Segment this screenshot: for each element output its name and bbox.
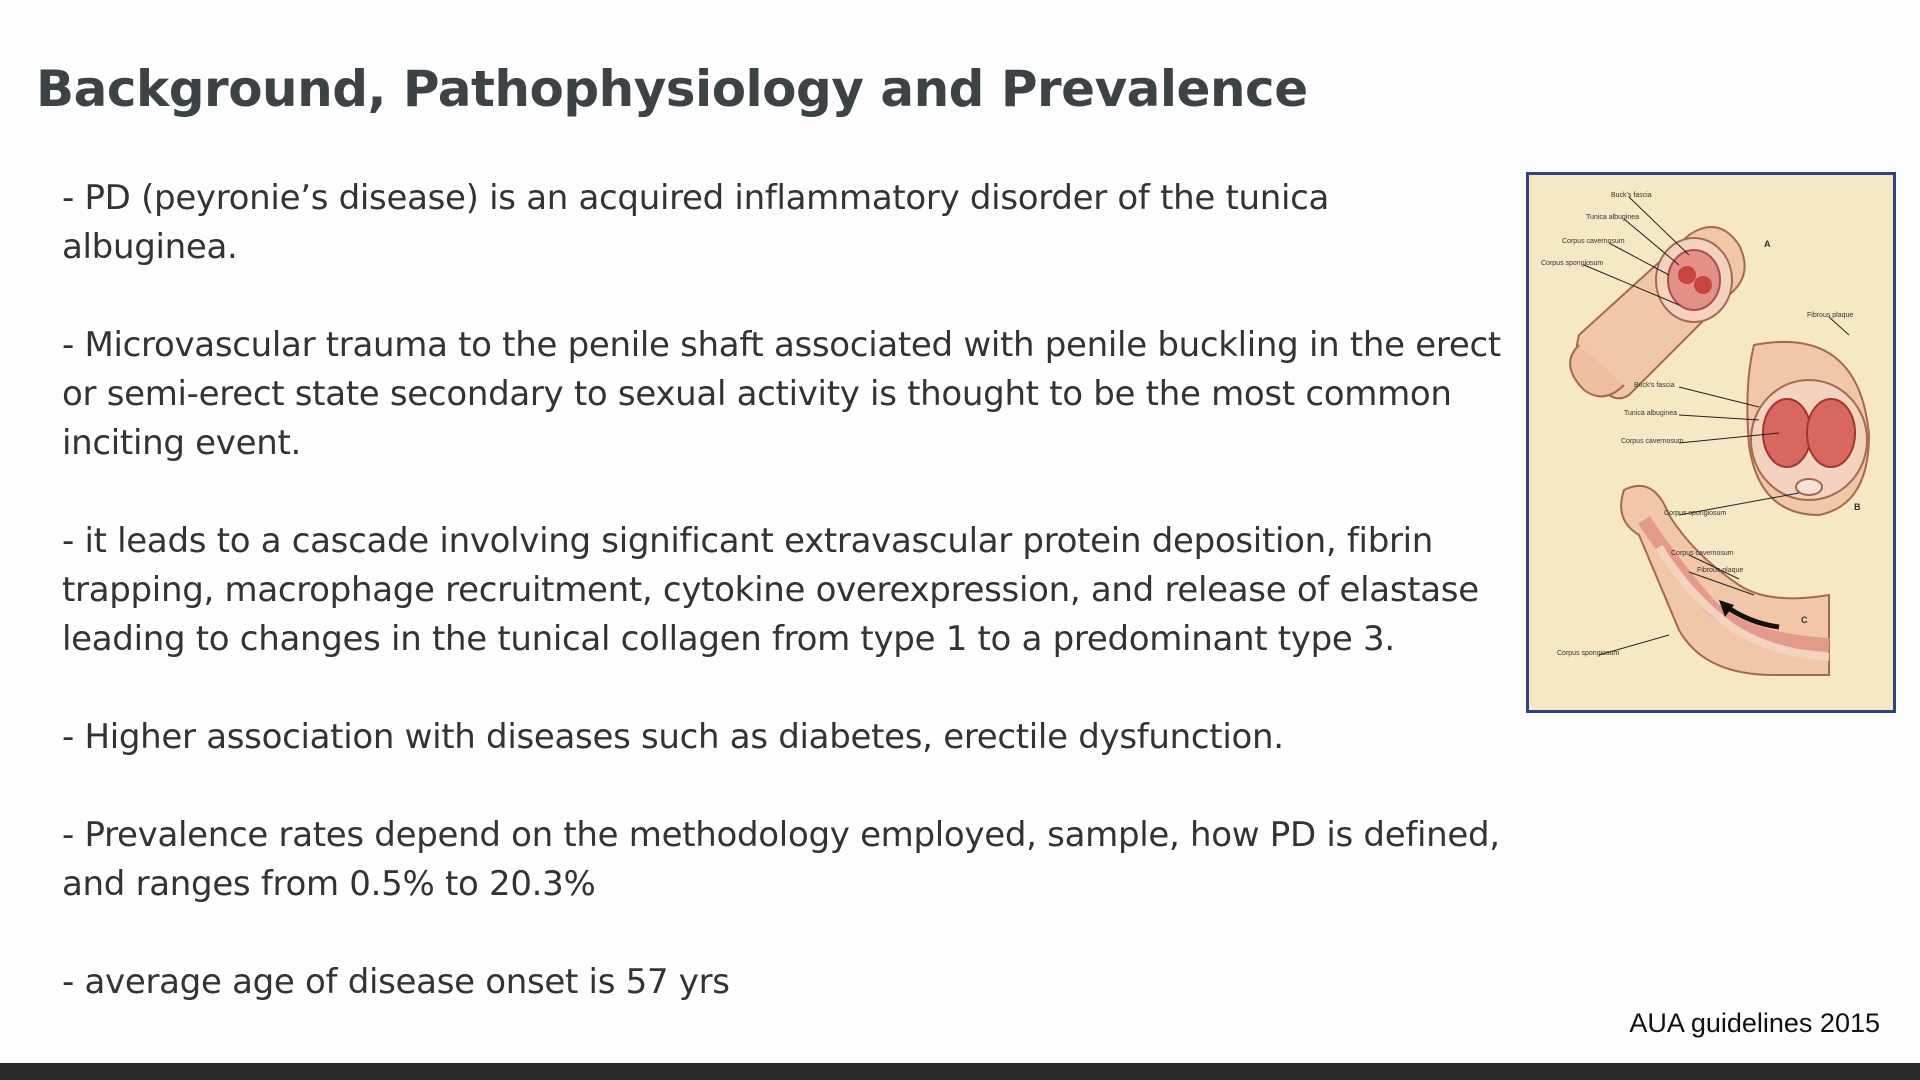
citation: AUA guidelines 2015 [1629, 1008, 1880, 1038]
bullet-definition: - PD (peyronie’s disease) is an acquired inflammatory disorder of the tunica albuginea. [62, 178, 1330, 267]
label-panel-a: A [1764, 239, 1771, 249]
anatomy-illustration [1526, 172, 1896, 713]
label-c-corpus-spongiosum: Corpus spongiosum [1557, 650, 1620, 657]
label-b-corpus-spongiosum: Corpus spongiosum [1664, 510, 1727, 517]
bullet-list [62, 174, 1502, 1056]
label-a-corpus-cavernosum: Corpus cavernosum [1562, 238, 1625, 245]
label-c-fibrous-plaque: Fibrous plaque [1697, 567, 1744, 574]
label-panel-b: B [1854, 502, 1861, 512]
bullet-cascade: - it leads to a cascade involving significant extravascular protein deposition, fibrin trapping, macrophage recruitment, cytokine overexpression, and release of elastase leading to changes in the tunical collagen from type 1 to a predominant type 3. [62, 521, 1479, 659]
label-panel-c: C [1801, 615, 1808, 625]
bullet-prevalence: - Prevalence rates depend on the methodology employed, sample, how PD is defined, and ranges from 0.5% to 20.3% [62, 815, 1500, 904]
panel-a-shaft [1570, 227, 1745, 398]
bullet-trauma: - Microvascular trauma to the penile shaft associated with penile buckling in the erect or semi-erect state secondary to sexual activity is thought to be the most common inciting event. [62, 325, 1501, 463]
label-b-bucks-fascia: Buck's fascia [1634, 382, 1675, 389]
bullet-onset-age: - average age of disease onset is 57 yrs [62, 962, 730, 1002]
bottom-bar [0, 1063, 1920, 1080]
label-a-fibrous-plaque: Fibrous plaque [1807, 312, 1854, 319]
panel-b-cross-section [1747, 342, 1869, 515]
label-b-corpus-cavernosum: Corpus cavernosum [1621, 438, 1684, 445]
label-a-tunica-albuginea: Tunica albuginea [1586, 214, 1640, 221]
bullet-association: - Higher association with diseases such as diabetes, erectile dysfunction. [62, 717, 1284, 757]
anatomy-drawing [1529, 175, 1893, 710]
label-a-corpus-spongiosum: Corpus spongiosum [1541, 260, 1604, 267]
label-b-tunica-albuginea: Tunica albuginea [1624, 410, 1678, 417]
label-a-bucks-fascia: Buck's fascia [1611, 192, 1652, 199]
slide-title: Background, Pathophysiology and Prevalence [36, 60, 1308, 118]
label-c-corpus-cavernosum: Corpus cavernosum [1671, 550, 1734, 557]
